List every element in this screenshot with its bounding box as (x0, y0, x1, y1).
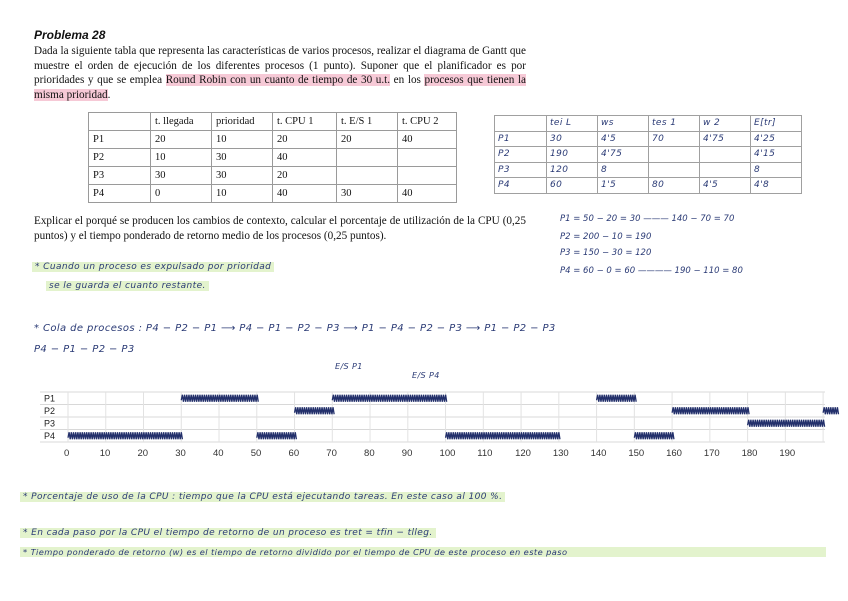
gantt-tick-label: 50 (250, 448, 262, 459)
hand-table-header-cell: w 2 (700, 116, 751, 132)
hand-table-header-cell: tei L (547, 116, 598, 132)
calc-line-4: P4 = 60 − 0 = 60 ———— 190 − 110 = 80 (560, 266, 743, 276)
hand-table-cell: 4'8 (751, 178, 802, 194)
gantt-tick-label: 180 (741, 448, 758, 459)
hand-table-cell: 4'15 (751, 147, 802, 163)
table-cell: 10 (212, 185, 273, 203)
hand-table-cell: 80 (649, 178, 700, 194)
table-cell: P3 (89, 167, 151, 185)
hand-table-cell: 4'5 (700, 178, 751, 194)
gantt-bar-scribble (823, 407, 838, 414)
table-cell: 20 (273, 167, 337, 185)
gantt-bar-p4 (68, 432, 182, 439)
hand-table-header-cell: tes 1 (649, 116, 700, 132)
table-header-cell: t. llegada (151, 113, 212, 131)
table-cell: 20 (273, 131, 337, 149)
hand-table-cell: 1'5 (598, 178, 649, 194)
gantt-bar-p1 (597, 395, 637, 402)
gantt-tick-label: 40 (213, 448, 224, 459)
gantt-tick-label: 160 (666, 448, 682, 459)
label-es-p4: E/S P4 (412, 371, 440, 380)
hand-table-cell: P4 (495, 178, 547, 194)
gantt-tick-label: 30 (175, 448, 186, 459)
gantt-tick-label: 150 (628, 448, 645, 459)
gantt-bar-p4 (257, 432, 297, 439)
gantt-row-label: P4 (44, 431, 56, 441)
gantt-row-label: P3 (44, 418, 56, 429)
table-header-cell: t. CPU 1 (273, 113, 337, 131)
hand-table-cell: P2 (495, 147, 547, 163)
gantt-bar-p2 (823, 407, 838, 414)
table-cell: P1 (89, 131, 151, 149)
gantt-bar-p4 (634, 432, 674, 439)
gantt-bar-scribble (332, 395, 446, 402)
gantt-ticks (64, 448, 795, 459)
table-cell: 40 (273, 185, 337, 203)
gantt-tick-label: 70 (326, 448, 337, 459)
gantt-tick-label: 80 (364, 448, 375, 459)
calc-line-3: P3 = 150 − 30 = 120 (560, 248, 652, 258)
gantt-tick-label: 0 (64, 448, 70, 459)
table-cell: 20 (337, 131, 398, 149)
note-weighted-return: * Tiempo ponderado de retorno (w) es el tiempo de retorno dividido por el tiempo de CPU de este proceso en este paso (20, 547, 826, 557)
calc-line-2: P2 = 200 − 10 = 190 (560, 232, 652, 242)
gantt-tick-label: 190 (779, 448, 796, 459)
gantt-tick-label: 90 (401, 448, 413, 459)
gantt-bar-p3 (748, 420, 825, 427)
note-expulsion-2: se le guarda el cuanto restante. (46, 281, 209, 291)
gantt-bar-scribble (181, 395, 258, 402)
hand-table-cell: P1 (495, 131, 547, 147)
problem-title: Problema 28 (34, 28, 106, 42)
note-return-time: * En cada paso por la CPU el tiempo de retorno de un proceso es tret = tfin − tlleg. (20, 528, 436, 538)
gantt-bar-scribble (68, 432, 182, 439)
hand-table-cell: 8 (751, 162, 802, 178)
gantt-tick-label: 130 (552, 448, 569, 459)
table-cell: 30 (151, 167, 212, 185)
table-cell: 30 (212, 167, 273, 185)
hand-table-cell: 4'75 (700, 131, 751, 147)
table-cell: 10 (212, 131, 273, 149)
table-header-cell: t. CPU 2 (398, 113, 457, 131)
table-cell: 30 (337, 185, 398, 203)
statement-highlight-1: Round Robin con un cuanto de tiempo de 30 u.t. (165, 74, 391, 86)
hand-table-cell: 4'5 (598, 131, 649, 147)
table-cell: 0 (151, 185, 212, 203)
gantt-bar-p2 (295, 407, 335, 414)
gantt-bar-p1 (332, 395, 446, 402)
gantt-bar-scribble (295, 407, 335, 414)
hand-table-cell: 120 (547, 162, 598, 178)
table-cell: 30 (212, 149, 273, 167)
hand-table-cell: 60 (547, 178, 598, 194)
gantt-bar-scribble (634, 432, 674, 439)
gantt-tick-label: 110 (477, 448, 493, 459)
gantt-bar-scribble (446, 432, 560, 439)
note-cpu-usage: * Porcentaje de uso de la CPU : tiempo que la CPU está ejecutando tareas. En este caso al 100 %. (20, 492, 505, 502)
gantt-bar-scribble (597, 395, 637, 402)
calc-line-1: P1 = 50 − 20 = 30 ——— 140 − 70 = 70 (560, 214, 735, 224)
gantt-bar-scribble (257, 432, 297, 439)
table-cell: 40 (273, 149, 337, 167)
table-cell: 10 (151, 149, 212, 167)
gantt-tick-label: 140 (590, 448, 607, 459)
gantt-bar-scribble (748, 420, 825, 427)
table-header-cell: t. E/S 1 (337, 113, 398, 131)
gantt-row-label: P2 (44, 406, 56, 416)
note-queue-2: P4 − P1 − P2 − P3 (34, 344, 135, 355)
hand-table-cell: 30 (547, 131, 598, 147)
table-cell: 40 (398, 131, 457, 149)
hand-table-cell: 4'75 (598, 147, 649, 163)
label-es-p1: E/S P1 (335, 362, 363, 371)
statement-text-3: . (107, 88, 111, 101)
hand-table-cell: 8 (598, 162, 649, 178)
gantt-tick-label: 10 (99, 448, 111, 459)
table-cell: P2 (89, 149, 151, 167)
statement-text-2: en los (390, 74, 425, 86)
statement-text-1: Dada la siguiente tabla que representa las características de varios procesos, realizar el diagrama de Gantt que muestre el orden de ejecución de los diferentes procesos (1 punto). Suponer que el planificador es por prioridades y que se emplea (34, 45, 526, 86)
table-cell: P4 (89, 185, 151, 203)
table-cell: 40 (398, 185, 457, 203)
table-header-cell: prioridad (212, 113, 273, 131)
gantt-bar-p4 (446, 432, 560, 439)
hand-table-header-cell: E[tr] (751, 116, 802, 132)
gantt-tick-label: 100 (439, 448, 456, 459)
gantt-tick-label: 120 (515, 448, 531, 459)
gantt-tick-label: 20 (137, 448, 149, 459)
hand-table-cell: 70 (649, 131, 700, 147)
note-queue-1: * Cola de procesos : P4 − P2 − P1 ⟶ P4 − P1 − P2 − P3 ⟶ P1 − P4 − P2 − P3 ⟶ P1 − P2 − P3 (34, 323, 556, 334)
statement-highlight-2: procesos que tienen la misma prioridad (34, 74, 526, 101)
gantt-bar-scribble (672, 407, 749, 414)
table-cell: 20 (151, 131, 212, 149)
explain-text: Explicar el porqué se producen los cambios de contexto, calcular el porcentaje de utilización de la CPU (0,25 puntos) y el tiempo ponderado de retorno medio de los procesos (0,25 puntos). (34, 215, 526, 242)
gantt-bar-p2 (672, 407, 749, 414)
hand-table-cell: 4'25 (751, 131, 802, 147)
hand-table-cell: 190 (547, 147, 598, 163)
hand-table-cell: P3 (495, 162, 547, 178)
gantt-row-label: P1 (44, 393, 56, 404)
note-expulsion-1: * Cuando un proceso es expulsado por prioridad (32, 262, 274, 272)
gantt-tick-label: 60 (288, 448, 300, 459)
gantt-tick-label: 170 (703, 448, 720, 459)
gantt-bar-p1 (181, 395, 258, 402)
hand-table-header-cell: ws (598, 116, 649, 132)
